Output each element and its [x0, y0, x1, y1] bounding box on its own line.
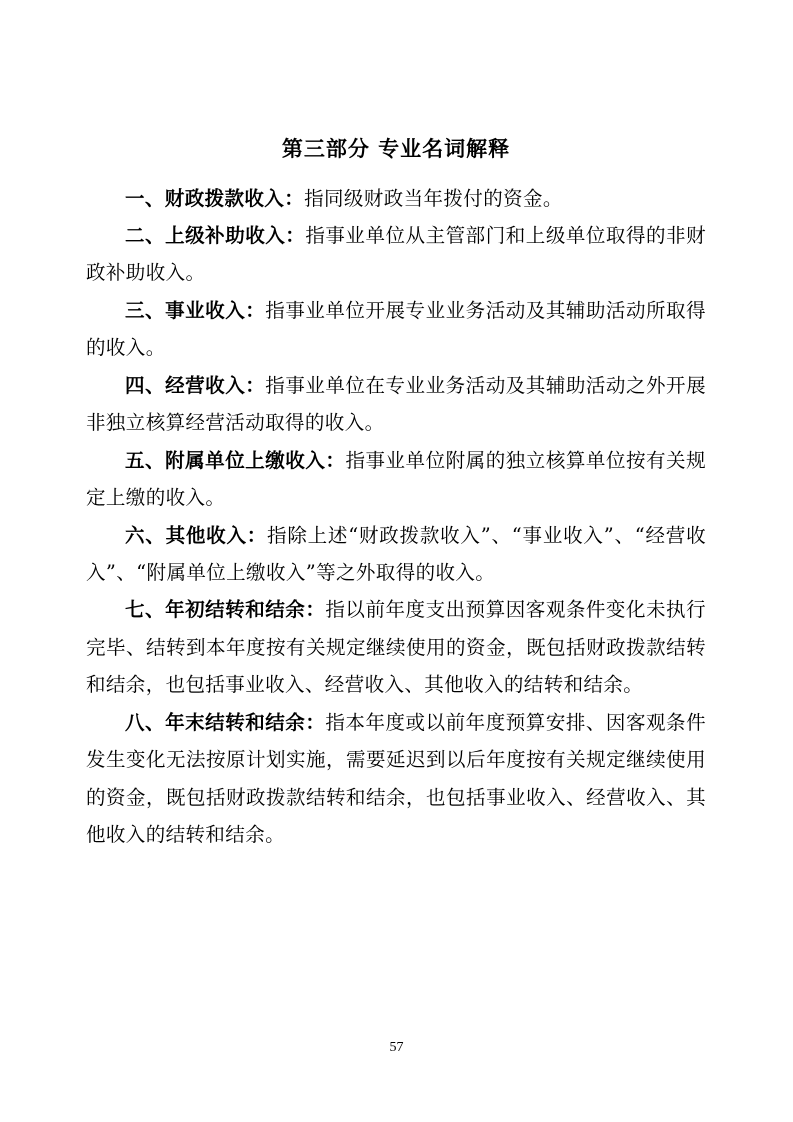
definition-term: 四、经营收入：: [125, 373, 266, 397]
definition-paragraph: [86, 517, 706, 592]
definition-paragraph: [86, 591, 706, 703]
definition-paragraph: [86, 704, 706, 854]
definition-text: 指事业单位开展专业业务活动及其辅助活动所取得的收入。: [86, 298, 706, 360]
page-number: 57: [389, 1040, 404, 1055]
definition-text: 指以前年度支出预算因客观条件变化未执行完毕、结转到本年度按有关规定继续使用的资金，既包括财政拨款结转和结余，也包括事业收入、经营收入、其他收入的结转和结余。: [86, 598, 706, 697]
definition-term: 一、财政拨款收入：: [125, 186, 305, 210]
definition-paragraph: [86, 292, 706, 367]
definition-text: 指除上述“财政拨款收入”、“事业收入”、“经营收入”、“附属单位上缴收入”等之外取得的收入。: [86, 523, 706, 584]
document-body: [86, 132, 706, 853]
definition-paragraph: [86, 217, 706, 292]
definition-term: 八、年末结转和结余：: [125, 710, 326, 734]
definition-paragraph: [86, 367, 706, 442]
page-title: 第三部分 专业名词解释: [281, 136, 511, 161]
definition-term: 三、事业收入：: [125, 298, 266, 322]
definition-text: 指同级财政当年拨付的资金。: [304, 186, 563, 210]
definition-term: 六、其他收入：: [125, 523, 268, 547]
definition-text: 指事业单位在专业业务活动及其辅助活动之外开展非独立核算经营活动取得的收入。: [86, 373, 706, 435]
definition-text: 指事业单位从主管部门和上级单位取得的非财政补助收入。: [86, 224, 706, 285]
definition-paragraph: [86, 180, 706, 217]
definition-text: 指本年度或以前年度预算安排、因客观条件发生变化无法按原计划实施，需要延迟到以后年度按有关规定继续使用的资金，既包括财政拨款结转和结余，也包括事业收入、经营收入、其他收入的结转和结余。: [86, 710, 706, 847]
definition-term: 二、上级补助收入：: [125, 224, 306, 248]
definition-text: 指事业单位附属的独立核算单位按有关规定上缴的收入。: [86, 448, 706, 510]
definition-term: 五、附属单位上缴收入：: [125, 448, 346, 472]
definition-term: 七、年初结转和结余：: [125, 598, 326, 622]
definition-paragraph: [86, 442, 706, 517]
